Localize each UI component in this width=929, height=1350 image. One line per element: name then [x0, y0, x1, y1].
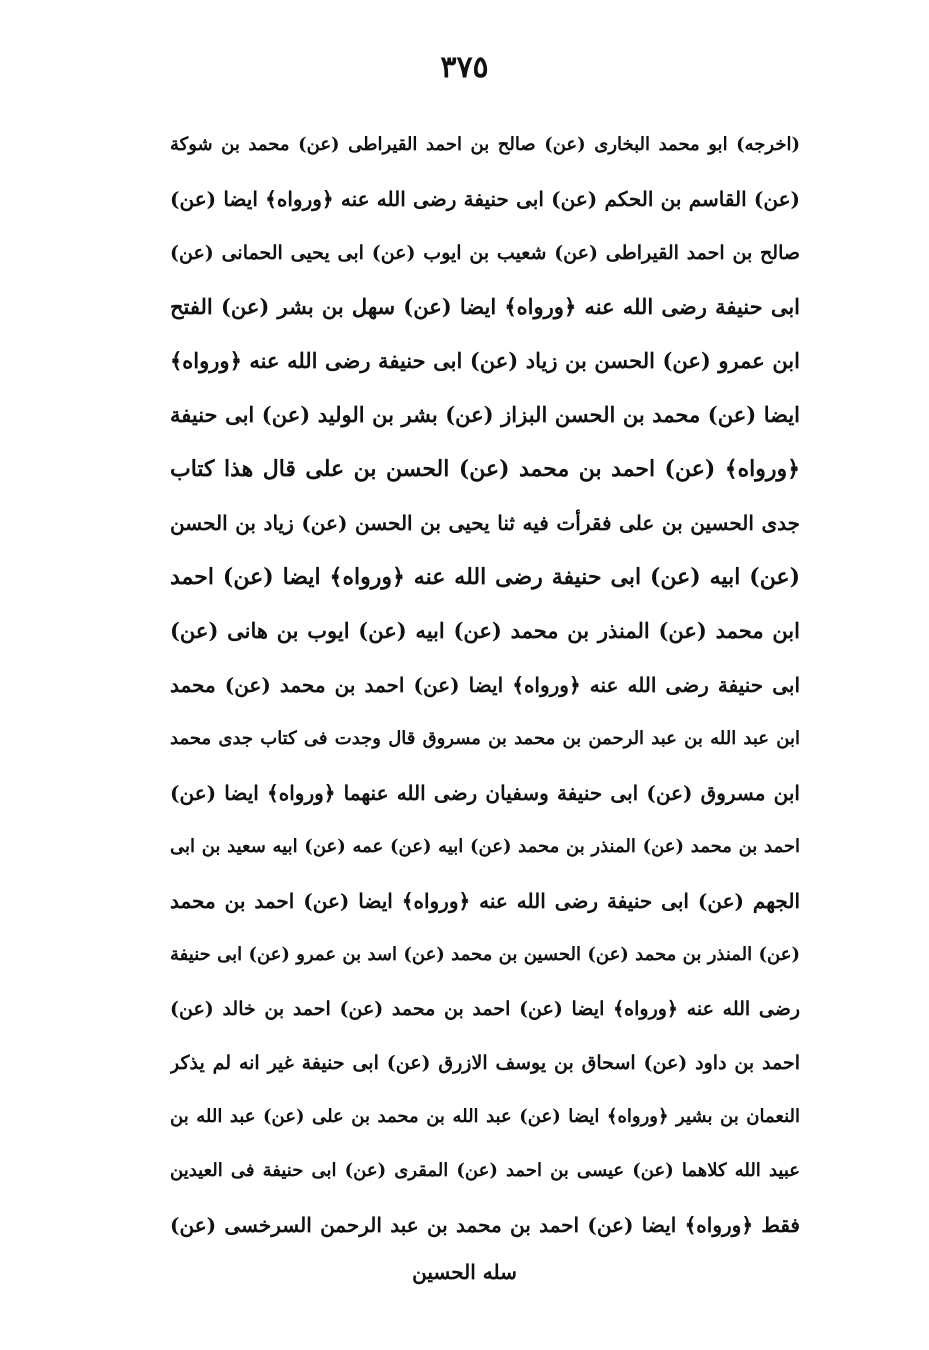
text-line: ابی حنیفة رضی الله عنه ﴿ورواه﴾ ایضا (عن) احمد بن محمد (عن) محمد — [170, 673, 800, 697]
page-number: ٣٧٥ — [440, 50, 489, 85]
text-line: ابن مسروق (عن) ابی حنیفة وسفیان رضی الله عنهما ﴿ورواه﴾ ایضا (عن) — [170, 781, 800, 805]
text-line: ابن عمرو (عن) الحسن بن زیاد (عن) ابی حنیفة رضی الله عنه ﴿ورواه﴾ — [170, 348, 800, 373]
text-line: ابن محمد (عن) المنذر بن محمد (عن) ابیه (عن) ایوب بن هانی (عن) — [170, 618, 800, 643]
page-footnote: سله الحسین — [412, 1260, 517, 1284]
text-line: احمد بن محمد (عن) المنذر بن محمد (عن) ابیه (عن) عمه (عن) ابیه سعید بن ابی — [170, 836, 800, 857]
text-line: عبید الله کلاهما (عن) عیسی بن احمد (عن) المقری (عن) ابی حنیفة فی العیدین — [170, 1160, 800, 1181]
text-line: ابن عبد الله بن عبد الرحمن بن محمد بن مسروق قال وجدت فی کتاب جدی محمد — [170, 728, 800, 749]
text-line: (اخرجه) ابو محمد البخاری (عن) صالح بن احمد القیراطی (عن) محمد بن شوکة — [170, 134, 800, 155]
text-line: النعمان بن بشیر ﴿ورواه﴾ ایضا (عن) عبد الله بن محمد بن علی (عن) عبد الله بن — [170, 1106, 800, 1127]
text-line: (عن) القاسم بن الحکم (عن) ابی حنیفة رضی الله عنه ﴿ورواه﴾ ایضا (عن) — [170, 187, 800, 211]
text-line: جدی الحسین بن علی فقرأت فیه ثنا یحیی بن الحسن (عن) زیاد بن الحسن — [170, 511, 800, 535]
text-line: ایضا (عن) محمد بن الحسن البزاز (عن) بشر بن الولید (عن) ابی حنیفة — [170, 402, 800, 427]
text-line: احمد بن داود (عن) اسحاق بن یوسف الازرق (عن) ابی حنیفة غیر انه لم یذکر — [170, 1052, 800, 1074]
text-line: (عن) المنذر بن محمد (عن) الحسین بن محمد (عن) اسد بن عمرو (عن) ابی حنیفة — [170, 944, 800, 965]
text-line: صالح بن احمد القیراطی (عن) شعیب بن ایوب (عن) ابی یحیی الحمانی (عن) — [170, 242, 800, 264]
text-line: الجهم (عن) ابی حنیفة رضی الله عنه ﴿ورواه﴾ ایضا (عن) احمد بن محمد — [170, 889, 800, 913]
text-line: ابی حنیفة رضی الله عنه ﴿ورواه﴾ ایضا (عن) سهل بن بشر (عن) الفتح — [170, 294, 800, 319]
main-text — [170, 118, 800, 1252]
text-line: رضی الله عنه ﴿ورواه﴾ ایضا (عن) احمد بن محمد (عن) احمد بن خالد (عن) — [170, 998, 800, 1020]
text-line: فقط ﴿ورواه﴾ ایضا (عن) احمد بن محمد بن عبد الرحمن السرخسی (عن) — [170, 1213, 800, 1237]
text-line: ﴿ورواه﴾ (عن) احمد بن محمد (عن) الحسن بن علی قال هذا کتاب — [170, 456, 800, 482]
text-line: (عن) ابیه (عن) ابی حنیفة رضی الله عنه ﴿ورواه﴾ ایضا (عن) احمد — [170, 564, 800, 590]
